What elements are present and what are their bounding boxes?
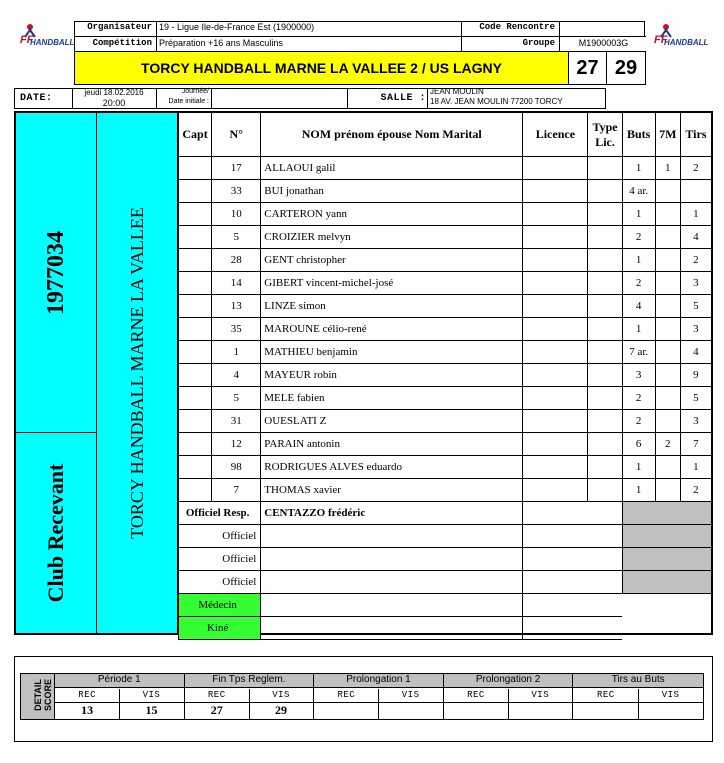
player-num: 7	[212, 479, 261, 502]
player-7m	[655, 295, 680, 318]
player-tirs: 2	[680, 157, 711, 180]
ffhb-logo-left-ff: FF	[20, 34, 34, 46]
player-7m	[655, 180, 680, 203]
date-label: DATE:	[20, 93, 53, 104]
period-block	[573, 674, 703, 719]
period-name: Tirs au Buts	[573, 674, 703, 688]
groupe-label: Groupe	[522, 38, 555, 48]
player-buts: 4 ar.	[622, 180, 655, 203]
player-tirs: 2	[680, 249, 711, 272]
player-row	[179, 341, 712, 364]
player-licence	[523, 341, 588, 364]
player-name: OUESLATI Z	[261, 410, 523, 433]
player-capt	[179, 410, 212, 433]
player-type-lic	[588, 318, 622, 341]
date-initiale-label: Date initiale :	[168, 98, 209, 105]
player-buts: 1	[622, 318, 655, 341]
salle-line1: JEAN MOULIN	[430, 87, 484, 96]
period-vis-score: 29	[275, 703, 288, 717]
player-capt	[179, 203, 212, 226]
player-tirs: 3	[680, 318, 711, 341]
official-label: Officiel	[179, 525, 261, 548]
player-capt	[179, 157, 212, 180]
score-detail-table	[20, 673, 704, 720]
player-7m	[655, 341, 680, 364]
player-type-lic	[588, 157, 622, 180]
player-num: 33	[212, 180, 261, 203]
period-block	[314, 674, 444, 719]
player-7m: 1	[655, 157, 680, 180]
player-num: 5	[212, 387, 261, 410]
player-7m	[655, 226, 680, 249]
player-num: 5	[212, 226, 261, 249]
player-name: MAROUNE célio-rené	[261, 318, 523, 341]
ffhb-logo-left	[14, 20, 74, 50]
player-7m: 2	[655, 433, 680, 456]
period-name: Prolongation 1	[314, 674, 443, 688]
period-name: Prolongation 2	[444, 674, 573, 688]
player-licence	[523, 479, 588, 502]
period-name: Fin Tps Reglem.	[185, 674, 314, 688]
period-rec-score: 13	[81, 703, 94, 717]
player-type-lic	[588, 479, 622, 502]
player-licence	[523, 249, 588, 272]
player-num: 12	[212, 433, 261, 456]
ffhb-logo-right	[646, 20, 713, 50]
period-block	[444, 674, 574, 719]
official-label: Officiel Resp.	[179, 502, 261, 525]
player-tirs: 4	[680, 341, 711, 364]
player-row	[179, 387, 712, 410]
date-line1: jeudi 18.02.2016	[84, 88, 144, 97]
player-buts: 1	[622, 456, 655, 479]
official-grey-block	[622, 617, 711, 640]
player-licence	[523, 203, 588, 226]
player-row	[179, 180, 712, 203]
match-title: TORCY HANDBALL MARNE LA VALLEE 2 / US LAGNY	[141, 60, 502, 76]
player-type-lic	[588, 456, 622, 479]
player-buts: 7 ar.	[622, 341, 655, 364]
player-licence	[523, 295, 588, 318]
player-capt	[179, 318, 212, 341]
player-capt	[179, 226, 212, 249]
player-name: GIBERT vincent-michel-josé	[261, 272, 523, 295]
player-row	[179, 318, 712, 341]
period-rec-label: REC	[78, 690, 96, 700]
official-row	[179, 525, 712, 548]
competition-value: Préparation +16 ans Masculins	[159, 38, 283, 48]
player-num: 14	[212, 272, 261, 295]
official-name	[261, 594, 523, 617]
player-row	[179, 295, 712, 318]
player-row	[179, 249, 712, 272]
player-tirs: 1	[680, 203, 711, 226]
period-rec-label: REC	[207, 690, 226, 700]
player-licence	[523, 180, 588, 203]
score-away: 29	[606, 51, 646, 85]
player-buts: 1	[622, 249, 655, 272]
player-capt	[179, 341, 212, 364]
period-block	[55, 674, 185, 719]
player-name: LINZE simon	[261, 295, 523, 318]
player-tirs	[680, 180, 711, 203]
player-capt	[179, 295, 212, 318]
official-extra	[523, 571, 622, 594]
player-licence	[523, 456, 588, 479]
date-line2: 20:00	[102, 98, 126, 108]
player-name: ALLAOUI galil	[261, 157, 523, 180]
col-capt: Capt	[179, 113, 212, 157]
player-capt	[179, 433, 212, 456]
player-buts: 1	[622, 203, 655, 226]
col-7m: 7M	[655, 113, 680, 157]
roster-header-row	[179, 113, 712, 157]
player-tirs: 7	[680, 433, 711, 456]
player-buts: 2	[622, 226, 655, 249]
player-buts: 1	[622, 157, 655, 180]
player-type-lic	[588, 433, 622, 456]
player-num: 10	[212, 203, 261, 226]
player-num: 13	[212, 295, 261, 318]
player-name: MELE fabien	[261, 387, 523, 410]
player-capt	[179, 180, 212, 203]
official-extra	[523, 525, 622, 548]
player-num: 98	[212, 456, 261, 479]
player-type-lic	[588, 364, 622, 387]
player-type-lic	[588, 295, 622, 318]
player-licence	[523, 318, 588, 341]
player-name: PARAIN antonin	[261, 433, 523, 456]
official-row	[179, 571, 712, 594]
official-label: Kiné	[179, 617, 261, 640]
period-rec-label: REC	[596, 690, 615, 700]
player-name: BUI jonathan	[261, 180, 523, 203]
official-grey-block	[622, 502, 711, 525]
player-buts: 3	[622, 364, 655, 387]
player-row	[179, 203, 712, 226]
official-extra	[523, 548, 622, 571]
player-buts: 2	[622, 387, 655, 410]
salle-line2: 18 AV. JEAN MOULIN 77200 TORCY	[430, 97, 563, 106]
period-name: Période 1	[55, 674, 184, 688]
official-grey-block	[622, 548, 711, 571]
player-tirs: 2	[680, 479, 711, 502]
ffhb-logo-right-hb: HANDBALL	[664, 38, 709, 47]
code-rencontre-label: Code Rencontre	[479, 22, 555, 32]
player-licence	[523, 387, 588, 410]
player-name: THOMAS xavier	[261, 479, 523, 502]
period-vis-label: VIS	[531, 690, 550, 700]
col-tirs: Tirs	[680, 113, 711, 157]
official-name	[261, 571, 523, 594]
player-7m	[655, 364, 680, 387]
player-licence	[523, 226, 588, 249]
player-tirs: 5	[680, 295, 711, 318]
player-tirs: 9	[680, 364, 711, 387]
official-name	[261, 525, 523, 548]
player-7m	[655, 249, 680, 272]
player-licence	[523, 433, 588, 456]
organisateur-label: Organisateur	[87, 22, 152, 32]
period-vis-label: VIS	[401, 690, 420, 700]
official-row	[179, 548, 712, 571]
period-vis-label: VIS	[142, 690, 161, 700]
official-name	[261, 617, 523, 640]
team-name: TORCY HANDBALL MARNE LA VALLEE	[127, 207, 147, 539]
club-role: Club Recevant	[43, 463, 68, 603]
player-num: 17	[212, 157, 261, 180]
player-7m	[655, 410, 680, 433]
period-rec-label: REC	[337, 690, 356, 700]
roster-table	[178, 112, 712, 640]
score-detail-side	[21, 674, 55, 719]
player-name: MAYEUR robin	[261, 364, 523, 387]
player-capt	[179, 479, 212, 502]
player-capt	[179, 456, 212, 479]
player-num: 4	[212, 364, 261, 387]
salle-label: SALLE :	[380, 93, 426, 104]
player-tirs: 3	[680, 410, 711, 433]
player-row	[179, 364, 712, 387]
player-row	[179, 456, 712, 479]
player-name: GENT christopher	[261, 249, 523, 272]
col-type-line1: Type	[592, 119, 618, 134]
official-row	[179, 594, 712, 617]
player-num: 35	[212, 318, 261, 341]
player-buts: 6	[622, 433, 655, 456]
official-label: Officiel	[179, 548, 261, 571]
official-extra	[523, 594, 622, 617]
player-tirs: 4	[680, 226, 711, 249]
player-buts: 2	[622, 272, 655, 295]
official-name	[261, 548, 523, 571]
player-type-lic	[588, 272, 622, 295]
player-type-lic	[588, 180, 622, 203]
player-capt	[179, 249, 212, 272]
player-name: MATHIEU benjamin	[261, 341, 523, 364]
player-buts: 4	[622, 295, 655, 318]
player-licence	[523, 272, 588, 295]
player-name: RODRIGUES ALVES eduardo	[261, 456, 523, 479]
score-detail-label2: SCORE	[43, 679, 53, 712]
col-buts: Buts	[622, 113, 655, 157]
player-7m	[655, 203, 680, 226]
score-home: 27	[568, 51, 607, 85]
col-type-line2: Lic.	[595, 134, 615, 149]
official-grey-block	[622, 594, 711, 617]
ffhb-logo-left-hb: HANDBALL	[30, 38, 75, 47]
player-row	[179, 157, 712, 180]
team-code: 1977034	[43, 231, 69, 315]
player-buts: 1	[622, 479, 655, 502]
player-7m	[655, 272, 680, 295]
player-num: 1	[212, 341, 261, 364]
official-row	[179, 502, 712, 525]
player-type-lic	[588, 387, 622, 410]
col-licence: Licence	[523, 113, 588, 157]
official-extra	[523, 617, 622, 640]
player-7m	[655, 479, 680, 502]
player-row	[179, 272, 712, 295]
player-row	[179, 433, 712, 456]
groupe-value: M1900003G	[578, 38, 629, 48]
player-row	[179, 226, 712, 249]
player-name: CROIZIER melvyn	[261, 226, 523, 249]
player-type-lic	[588, 203, 622, 226]
player-7m	[655, 318, 680, 341]
player-num: 31	[212, 410, 261, 433]
journee-label: Journée/	[181, 88, 209, 95]
score-detail-label1: DETAIL	[33, 679, 43, 711]
period-vis-score: 15	[145, 703, 158, 717]
col-num: N°	[212, 113, 261, 157]
player-type-lic	[588, 226, 622, 249]
player-tirs: 3	[680, 272, 711, 295]
official-row	[179, 617, 712, 640]
player-tirs: 1	[680, 456, 711, 479]
player-capt	[179, 272, 212, 295]
period-vis-label: VIS	[661, 690, 680, 700]
ffhb-logo-right-ff: FF	[654, 34, 668, 46]
header	[14, 20, 713, 112]
period-rec-label: REC	[467, 690, 485, 700]
player-rows	[179, 157, 712, 502]
col-type-lic	[588, 113, 622, 157]
player-licence	[523, 157, 588, 180]
player-name: CARTERON yann	[261, 203, 523, 226]
organisateur-value: 19 - Ligue Ile-de-France Est (1900000)	[159, 22, 315, 32]
col-name: NOM prénom épouse Nom Marital	[261, 113, 523, 157]
player-tirs: 5	[680, 387, 711, 410]
player-type-lic	[588, 410, 622, 433]
player-capt	[179, 387, 212, 410]
official-label: Médecin	[179, 594, 261, 617]
player-licence	[523, 364, 588, 387]
player-capt	[179, 364, 212, 387]
player-row	[179, 410, 712, 433]
official-extra	[523, 502, 622, 525]
period-block	[185, 674, 315, 719]
player-num: 28	[212, 249, 261, 272]
official-name: CENTAZZO frédéric	[261, 502, 523, 525]
player-row	[179, 479, 712, 502]
period-rec-score: 27	[210, 703, 223, 717]
player-type-lic	[588, 341, 622, 364]
competition-label: Compétition	[92, 38, 152, 48]
player-type-lic	[588, 249, 622, 272]
period-vis-label: VIS	[272, 690, 290, 700]
official-rows	[179, 502, 712, 640]
player-7m	[655, 387, 680, 410]
player-7m	[655, 456, 680, 479]
score-periods	[55, 674, 703, 719]
official-grey-block	[622, 525, 711, 548]
official-grey-block	[622, 571, 711, 594]
official-label: Officiel	[179, 571, 261, 594]
player-licence	[523, 410, 588, 433]
player-buts: 2	[622, 410, 655, 433]
